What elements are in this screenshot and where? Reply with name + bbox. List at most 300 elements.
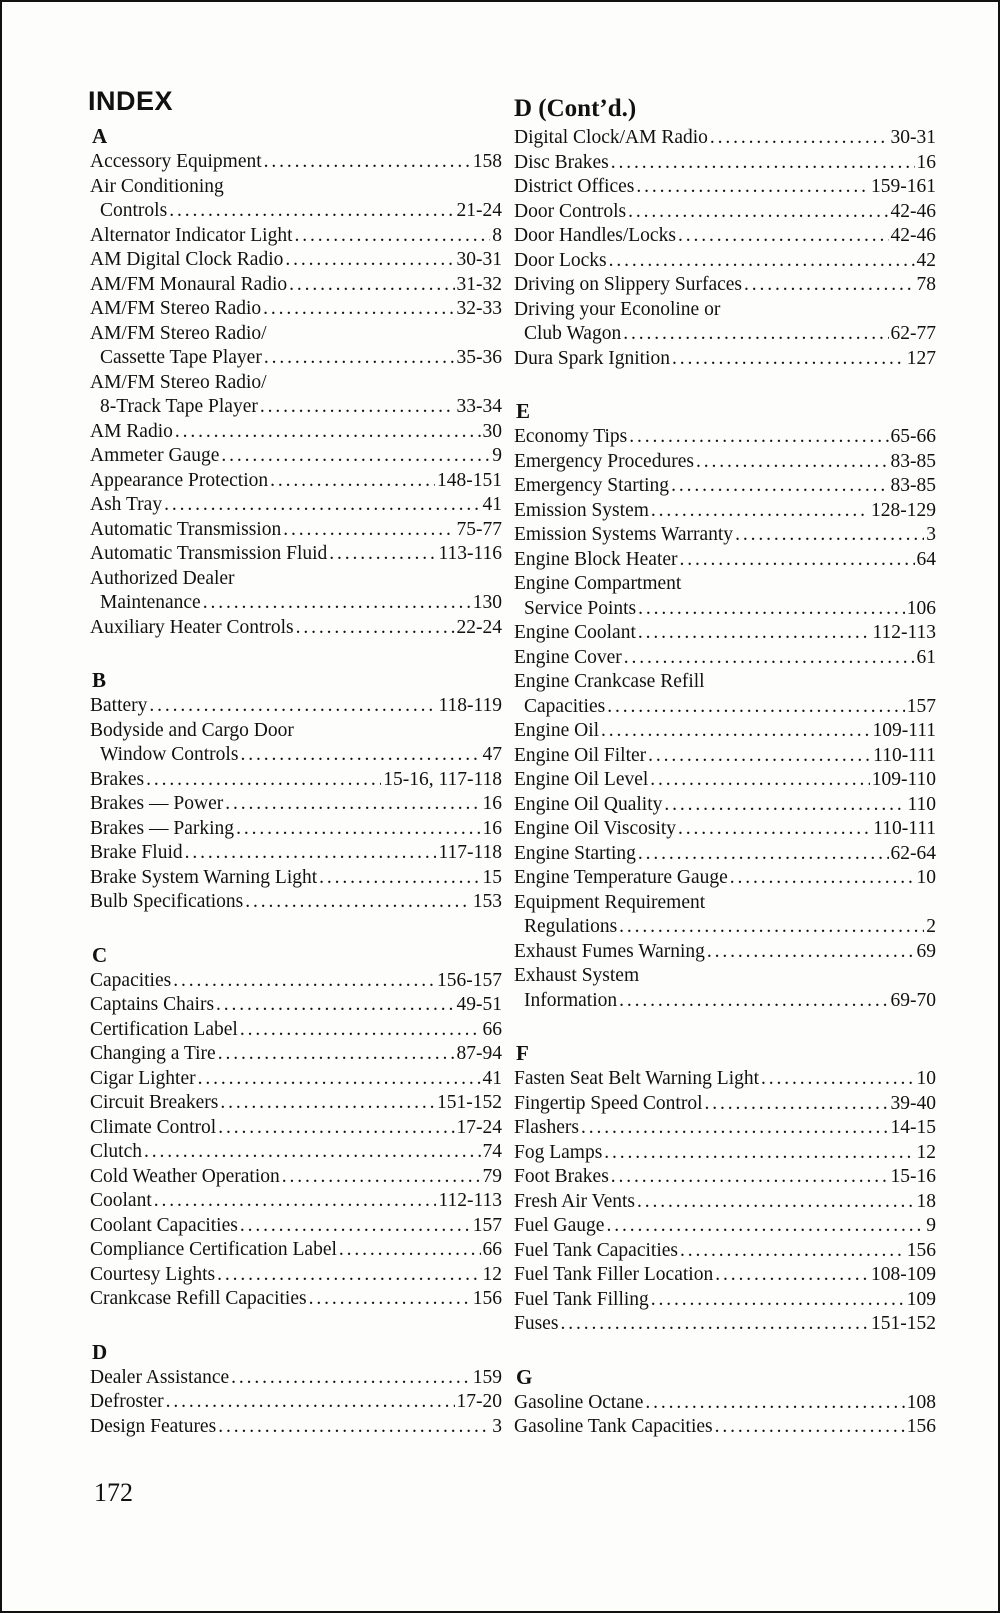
entry-topic: Economy Tips <box>514 426 628 447</box>
index-entry <box>90 591 502 616</box>
index-entry <box>90 273 502 298</box>
entry-topic: Automatic Transmission Fluid <box>90 543 328 564</box>
index-entry <box>514 744 936 769</box>
index-entry <box>90 1116 502 1141</box>
dot-leader <box>236 817 480 842</box>
dot-leader <box>650 768 869 793</box>
dot-leader <box>173 969 435 994</box>
entry-topic: Fuel Tank Capacities <box>514 1239 678 1261</box>
entry-page: 9 <box>492 445 502 466</box>
entry-page: 130 <box>472 592 502 613</box>
dot-leader <box>146 768 381 793</box>
entry-topic: Crankcase Refill Capacities <box>90 1288 307 1309</box>
entry-topic: Fuel Gauge <box>514 1215 605 1236</box>
index-entry <box>514 768 936 793</box>
entry-page: 12 <box>916 1141 936 1163</box>
entry-topic: Authorized Dealer <box>90 567 235 589</box>
section-letter: D <box>92 1339 108 1364</box>
entry-page: 153 <box>472 891 502 912</box>
dot-leader <box>216 993 454 1018</box>
entry-page: 151-152 <box>871 1313 936 1334</box>
entry-topic: Ash Tray <box>90 494 163 515</box>
dot-leader <box>696 450 889 475</box>
entry-topic: Emergency Procedures <box>514 450 694 472</box>
entry-page: 31-32 <box>456 273 502 295</box>
entry-page: 110-111 <box>873 744 936 766</box>
entry-page: 106 <box>906 597 936 619</box>
entry-page: 17-24 <box>456 1116 502 1138</box>
index-entry <box>514 891 936 916</box>
dot-leader <box>225 792 480 817</box>
entry-page: 83-85 <box>890 450 936 472</box>
entry-page: 109 <box>906 1288 936 1310</box>
dot-leader <box>240 1214 471 1239</box>
index-section-b <box>90 666 502 915</box>
index-section-c <box>90 941 502 1312</box>
dot-leader <box>169 199 454 224</box>
entry-topic: Emergency Starting <box>514 475 670 496</box>
entry-topic: Coolant <box>90 1190 152 1211</box>
dot-leader <box>638 621 871 646</box>
entry-topic: Exhaust Fumes Warning <box>514 940 705 962</box>
entry-topic: Capacities <box>524 695 606 717</box>
entry-page: 83-85 <box>890 475 936 496</box>
entry-page: 156 <box>906 1239 936 1261</box>
dot-leader <box>220 1091 435 1116</box>
index-entry <box>514 1190 936 1215</box>
dot-leader <box>609 249 915 274</box>
index-entry <box>514 989 936 1014</box>
entry-topic: Coolant Capacities <box>90 1214 238 1236</box>
entry-topic: Defroster <box>90 1391 164 1412</box>
entry-topic: Clutch <box>90 1141 142 1162</box>
dot-leader <box>217 1263 480 1288</box>
entry-page: 157 <box>472 1214 502 1236</box>
entry-topic: Engine Oil Quality <box>514 793 663 815</box>
entry-page: 156 <box>906 1416 936 1437</box>
index-entry <box>514 597 936 622</box>
index-entry <box>90 567 502 592</box>
dot-leader <box>283 518 454 543</box>
dot-leader <box>761 1067 914 1092</box>
entry-topic: Gasoline Octane <box>514 1391 644 1413</box>
index-entry <box>90 993 502 1018</box>
entry-topic: Certification Label <box>90 1018 238 1040</box>
dot-leader <box>744 273 914 298</box>
entry-topic: Bulb Specifications <box>90 891 244 912</box>
left-column <box>90 122 502 1465</box>
dot-leader <box>611 1165 889 1190</box>
entry-topic: Compliance Certification Label <box>90 1239 337 1260</box>
entry-page: 156-157 <box>437 969 502 991</box>
entry-topic: Engine Starting <box>514 842 636 864</box>
dot-leader <box>680 548 915 573</box>
entry-page: 30-31 <box>890 127 936 148</box>
entry-page: 33-34 <box>456 396 502 417</box>
index-entry <box>90 1366 502 1391</box>
entry-topic: Foot Brakes <box>514 1166 609 1187</box>
dot-leader <box>678 817 871 842</box>
dot-leader <box>619 915 924 940</box>
entry-topic: Fuses <box>514 1313 559 1334</box>
entry-topic: Exhaust System <box>514 965 640 986</box>
section-letter: C <box>92 942 108 967</box>
index-entry <box>514 621 936 646</box>
entry-page: 62-64 <box>890 842 936 864</box>
entry-page: 49-51 <box>456 994 502 1015</box>
index-entry <box>90 395 502 420</box>
entry-page: 157 <box>906 695 936 717</box>
index-entry <box>90 371 502 396</box>
entry-page: 64 <box>916 548 936 570</box>
dot-leader <box>606 1214 924 1239</box>
entry-page: 74 <box>482 1141 502 1162</box>
index-section-f <box>514 1039 936 1337</box>
entry-page: 18 <box>916 1190 936 1212</box>
entry-topic: Battery <box>90 695 148 716</box>
index-section-g <box>514 1363 936 1440</box>
index-entry <box>90 150 502 175</box>
dot-leader <box>629 425 888 450</box>
dot-leader <box>270 469 435 494</box>
dot-leader <box>295 224 491 249</box>
entry-page: 62-77 <box>890 323 936 344</box>
entry-topic: Fingertip Speed Control <box>514 1092 703 1114</box>
entry-page: 10 <box>916 867 936 888</box>
entry-topic: Driving on Slippery Surfaces <box>514 274 743 295</box>
dot-leader <box>560 1312 869 1337</box>
entry-page: 110 <box>907 793 936 815</box>
index-entry <box>514 450 936 475</box>
dot-leader <box>164 493 480 518</box>
dot-leader <box>637 1190 915 1215</box>
entry-page: 9 <box>926 1215 936 1236</box>
entry-topic: Brake Fluid <box>90 842 183 863</box>
dot-leader <box>601 719 870 744</box>
dot-leader <box>715 1415 905 1440</box>
section-letter: F <box>516 1041 529 1065</box>
entry-page: 117-118 <box>438 842 502 863</box>
index-entry <box>90 817 502 842</box>
right-column <box>514 92 936 1466</box>
entry-topic: Flashers <box>514 1117 579 1138</box>
index-entry <box>90 768 502 793</box>
index-entry <box>90 792 502 817</box>
index-entry <box>90 694 502 719</box>
dot-leader <box>309 1287 471 1312</box>
index-entry <box>514 572 936 597</box>
index-entry <box>514 523 936 548</box>
entry-topic: AM/FM Stereo Radio <box>90 298 262 319</box>
entry-page: 75-77 <box>456 518 502 540</box>
entry-page: 15-16, 117-118 <box>383 768 502 790</box>
section-letter: A <box>92 124 108 148</box>
entry-topic: Design Features <box>90 1415 217 1437</box>
entry-topic: AM Digital Clock Radio <box>90 249 284 270</box>
dot-leader <box>175 420 481 445</box>
entry-topic: Fuel Tank Filler Location <box>514 1264 714 1285</box>
dot-leader <box>636 175 869 200</box>
dot-leader <box>611 151 915 176</box>
dot-leader <box>648 744 871 769</box>
dot-leader <box>672 347 905 372</box>
entry-topic: Gasoline Tank Capacities <box>514 1416 713 1437</box>
dot-leader <box>221 444 490 469</box>
entry-topic: Accessory Equipment <box>90 151 262 172</box>
index-section-e <box>514 397 936 1013</box>
index-entry <box>514 1165 936 1190</box>
section-letter: B <box>92 668 107 692</box>
index-entry <box>514 964 936 989</box>
entry-page: 69 <box>916 940 936 962</box>
entry-topic: Fog Lamps <box>514 1141 603 1163</box>
entry-topic: Engine Cover <box>514 646 622 668</box>
entry-topic: Brakes — Parking <box>90 817 235 839</box>
index-entry <box>514 670 936 695</box>
entry-page: 41 <box>482 494 502 515</box>
index-entry <box>514 273 936 298</box>
entry-topic: Window Controls <box>100 744 239 765</box>
index-entry <box>90 175 502 200</box>
index-entry <box>514 499 936 524</box>
index-entry <box>514 1312 936 1337</box>
entry-page: 79 <box>482 1165 502 1187</box>
dot-leader <box>604 1141 914 1166</box>
entry-topic: Door Handles/Locks <box>514 225 676 246</box>
entry-page: 65-66 <box>890 426 936 447</box>
entry-page: 159-161 <box>871 176 936 197</box>
dot-leader <box>638 597 905 622</box>
entry-page: 151-152 <box>437 1092 502 1113</box>
dot-leader <box>638 842 889 867</box>
entry-topic: Fuel Tank Filling <box>514 1288 649 1310</box>
entry-topic: Club Wagon <box>524 323 622 344</box>
entry-page: 113-116 <box>438 543 502 564</box>
index-entry <box>90 420 502 445</box>
entry-topic: Engine Block Heater <box>514 548 678 570</box>
entry-topic: Engine Oil <box>514 720 600 741</box>
entry-page: 30-31 <box>456 249 502 270</box>
index-entry <box>90 248 502 273</box>
entry-page: 69-70 <box>890 989 936 1011</box>
index-entry <box>90 743 502 768</box>
entry-page: 16 <box>482 817 502 839</box>
index-entry <box>90 719 502 744</box>
dot-leader <box>705 1092 889 1117</box>
dot-leader <box>624 646 915 671</box>
entry-topic: Auxiliary Heater Controls <box>90 616 294 638</box>
entry-topic: Emission System <box>514 499 649 521</box>
entry-page: 109-111 <box>872 720 936 741</box>
index-entry <box>90 542 502 567</box>
index-entry <box>90 866 502 891</box>
entry-page: 2 <box>926 916 936 937</box>
index-entry <box>90 1165 502 1190</box>
entry-topic: AM Radio <box>90 420 173 442</box>
index-entry <box>514 1141 936 1166</box>
index-entry <box>90 493 502 518</box>
entry-page: 16 <box>916 151 936 173</box>
dot-leader <box>231 1366 471 1391</box>
index-entry <box>90 346 502 371</box>
entry-topic: Dealer Assistance <box>90 1366 230 1388</box>
entry-page: 3 <box>492 1415 502 1437</box>
dot-leader <box>707 940 915 965</box>
entry-page: 8 <box>492 224 502 246</box>
index-entry <box>90 1263 502 1288</box>
entry-page: 15-16 <box>890 1166 936 1187</box>
index-entry <box>90 1091 502 1116</box>
index-entry <box>90 1214 502 1239</box>
entry-page: 112-113 <box>438 1190 502 1211</box>
dot-leader <box>264 150 471 175</box>
index-entry <box>514 1214 936 1239</box>
index-entry <box>90 322 502 347</box>
index-entry <box>514 1415 936 1440</box>
entry-page: 158 <box>472 151 502 172</box>
entry-topic: Maintenance <box>100 592 201 613</box>
index-entry <box>514 1092 936 1117</box>
index-entry <box>90 616 502 641</box>
entry-topic: Cigar Lighter <box>90 1067 196 1089</box>
entry-page: 47 <box>482 744 502 765</box>
entry-page: 66 <box>482 1018 502 1040</box>
entry-page: 112-113 <box>872 622 936 643</box>
index-entry <box>514 695 936 720</box>
index-entry <box>514 842 936 867</box>
entry-topic: Brakes <box>90 768 145 790</box>
dot-leader <box>198 1067 481 1092</box>
index-entry <box>90 1189 502 1214</box>
index-entry <box>514 474 936 499</box>
entry-page: 30 <box>482 420 502 442</box>
entry-page: 156 <box>472 1288 502 1309</box>
entry-page: 148-151 <box>437 469 502 491</box>
index-entry <box>514 1391 936 1416</box>
index-entry <box>514 425 936 450</box>
dot-leader <box>735 523 924 548</box>
index-entry <box>90 969 502 994</box>
entry-page: 78 <box>916 274 936 295</box>
index-entry <box>514 1239 936 1264</box>
index-entry <box>514 200 936 225</box>
dot-leader <box>339 1238 481 1263</box>
index-entry <box>90 841 502 866</box>
dot-leader <box>296 616 455 641</box>
entry-topic: Door Controls <box>514 200 627 222</box>
entry-topic: AM/FM Stereo Radio/ <box>90 371 267 393</box>
entry-topic: Captains Chairs <box>90 994 215 1015</box>
dot-leader <box>282 1165 481 1190</box>
entry-page: 17-20 <box>456 1391 502 1412</box>
index-entry <box>90 1067 502 1092</box>
entry-topic: AM/FM Stereo Radio/ <box>90 322 267 344</box>
index-entry <box>514 793 936 818</box>
entry-topic: Engine Temperature Gauge <box>514 867 728 888</box>
entry-page: 66 <box>482 1239 502 1260</box>
entry-topic: Air Conditioning <box>90 175 224 197</box>
dot-leader <box>185 841 437 866</box>
index-entry <box>514 646 936 671</box>
dot-leader <box>289 273 454 298</box>
entry-page: 128-129 <box>871 499 936 521</box>
index-entry <box>514 347 936 372</box>
dot-leader <box>607 695 905 720</box>
dot-leader <box>651 499 869 524</box>
index-entry <box>514 322 936 347</box>
entry-topic: Alternator Indicator Light <box>90 224 293 246</box>
entry-page: 14-15 <box>890 1117 936 1138</box>
index-section-a <box>90 122 502 640</box>
entry-page: 35-36 <box>456 347 502 368</box>
entry-topic: 8-Track Tape Player <box>100 396 258 417</box>
page-number: 172 <box>94 1478 133 1507</box>
section-letter: G <box>516 1364 533 1389</box>
entry-topic: Brake System Warning Light <box>90 866 318 888</box>
dot-leader <box>651 1288 905 1313</box>
entry-topic: Engine Oil Filter <box>514 744 647 766</box>
entry-topic: Courtesy Lights <box>90 1263 216 1285</box>
entry-page: 39-40 <box>890 1092 936 1114</box>
index-entry <box>90 1018 502 1043</box>
entry-topic: Engine Compartment <box>514 573 682 594</box>
index-entry <box>90 1238 502 1263</box>
entry-topic: Automatic Transmission <box>90 518 282 540</box>
entry-topic: Engine Oil Level <box>514 769 649 790</box>
entry-page: 32-33 <box>456 298 502 319</box>
dot-leader <box>671 474 888 499</box>
entry-page: 110-111 <box>873 818 936 839</box>
entry-topic: Driving your Econoline or <box>514 298 721 320</box>
dot-leader <box>263 297 454 322</box>
entry-topic: Ammeter Gauge <box>90 445 220 466</box>
entry-topic: Controls <box>100 200 168 221</box>
entry-page: 3 <box>926 524 936 545</box>
index-entry <box>90 1042 502 1067</box>
index-entry <box>514 817 936 842</box>
index-entry <box>90 297 502 322</box>
dot-leader <box>664 793 905 818</box>
entry-topic: Circuit Breakers <box>90 1092 219 1113</box>
dot-leader <box>645 1391 904 1416</box>
entry-topic: Changing a Tire <box>90 1043 216 1064</box>
index-entry <box>514 915 936 940</box>
entry-page: 127 <box>906 347 936 369</box>
entry-page: 108-109 <box>871 1264 936 1285</box>
index-entry <box>514 224 936 249</box>
continued-heading: D (Cont’d.) <box>514 95 637 122</box>
dot-leader <box>319 866 480 891</box>
index-entry <box>90 890 502 915</box>
index-entry <box>514 866 936 891</box>
dot-leader <box>166 1390 455 1415</box>
entry-topic: Information <box>524 989 618 1011</box>
entry-topic: Bodyside and Cargo Door <box>90 719 294 741</box>
dot-leader <box>628 200 888 225</box>
entry-topic: Dura Spark Ignition <box>514 347 670 369</box>
entry-topic: Disc Brakes <box>514 151 609 173</box>
index-entry <box>514 1067 936 1092</box>
dot-leader <box>218 1415 490 1440</box>
entry-topic: Brakes — Power <box>90 793 224 814</box>
dot-leader <box>245 890 470 915</box>
dot-leader <box>710 126 889 151</box>
index-entry <box>514 151 936 176</box>
index-section-continued <box>514 126 936 371</box>
dot-leader <box>203 591 471 616</box>
dot-leader <box>329 542 436 567</box>
entry-topic: Service Points <box>524 597 637 619</box>
